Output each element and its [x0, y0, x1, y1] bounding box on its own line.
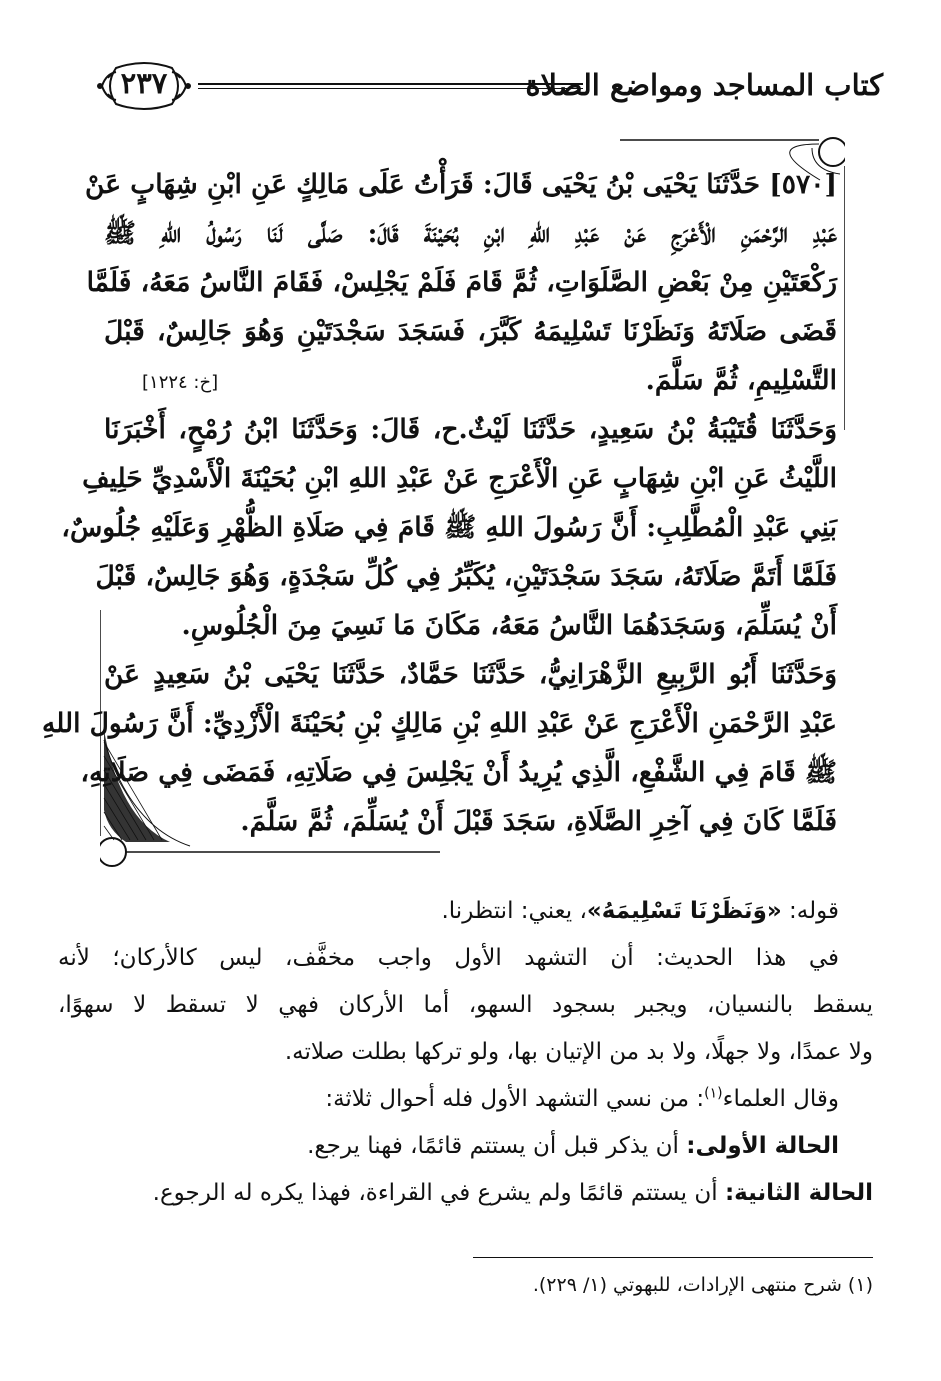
header-rule: [198, 83, 583, 89]
hadith-line: فَلَمَّا أَتَمَّ صَلَاتَهُ، سَجَدَ سَجْدَتَيْنِ، يُكَبِّرُ فِي كُلِّ سَجْدَةٍ، وَهُوَ جَالِسٌ، قَبْلَ: [95, 561, 837, 592]
commentary-line: يسقط بالنسيان، ويجبر بسجود السهو، أما الأركان فهي لا تسقط لا سهوًا،: [58, 992, 873, 1018]
case-two-text: أن يستتم قائمًا ولم يشرع في القراءة، فهذا يكره له الرجوع.: [152, 1180, 725, 1206]
case-two-line: [58, 1170, 873, 1217]
commentary-line: في هذا الحديث: أن التشهد الأول واجب مخفَّف، ليس كالأركان؛ لأنه: [58, 945, 839, 971]
hadith-line: اللَّيْثُ عَنِ ابْنِ شِهَابٍ عَنِ الْأَعْرَجِ عَنْ عَبْدِ اللهِ ابْنِ بُحَيْنَةَ الْأَسْدِيِّ حَلِيفِ: [82, 463, 837, 494]
footnote-marker: (١): [704, 1085, 723, 1102]
hadith-line: رَكْعَتَيْنِ مِنْ بَعْضِ الصَّلَوَاتِ، ثُمَّ قَامَ فَلَمْ يَجْلِسْ، فَقَامَ النَّاسُ مَعَهُ، فَلَمَّا: [86, 267, 837, 298]
commentary-line: ولا عمدًا، ولا جهلًا، ولا بد من الإتيان بها، ولو تركها بطلت صلاته.: [284, 1039, 873, 1065]
commentary: [58, 888, 873, 1217]
hadith-line: التَّسْلِيمِ، ثُمَّ سَلَّمَ.: [645, 365, 837, 396]
footnote: (١) شرح منتهى الإرادات، للبهوتي (١/ ٢٢٩).: [532, 1274, 873, 1296]
hadith-line: فَلَمَّا كَانَ فِي آخِرِ الصَّلَاةِ، سَجَدَ قَبْلَ أَنْ يُسَلِّمَ، ثُمَّ سَلَّمَ.: [240, 806, 837, 837]
hadith-line: وَحَدَّثَنَا أَبُو الرَّبِيعِ الزَّهْرَانِيُّ، حَدَّثَنَا حَمَّادٌ، حَدَّثَنَا يَحْيَى بْنُ سَعِيدٍ عَنْ: [104, 659, 837, 690]
page-number-badge: [96, 60, 192, 112]
hadith-line: ﷺ قَامَ فِي الشَّفْعِ، الَّذِي يُرِيدُ أَنْ يَجْلِسَ فِي صَلَاتِهِ، فَمَضَى فِي صَلَاتِهِ،: [80, 757, 837, 788]
case-one-label: الحالة الأولى:: [686, 1133, 839, 1159]
page-number: ٢٣٧: [120, 66, 168, 100]
commentary-gloss-line: [58, 888, 873, 935]
case-one-text: أن يذكر قبل أن يستتم قائمًا، فهنا يرجع.: [307, 1133, 687, 1159]
hadith-line: وَحَدَّثَنَا قُتَيْبَةُ بْنُ سَعِيدٍ، حَدَّثَنَا لَيْثٌ.ح، قَالَ: وَحَدَّثَنَا ابْنُ رُمْحٍ، أَخْبَرَنَا: [104, 414, 837, 445]
hadith-line: [٥٧٠] حَدَّثَنَا يَحْيَى بْنُ يَحْيَى قَالَ: قَرَأْتُ عَلَى مَالِكٍ عَنِ ابْنِ شِهَابٍ عَنْ: [85, 169, 837, 200]
hadith-line: عَبْدِ الرَّحْمَنِ الْأَعْرَجِ عَنْ عَبْدِ اللهِ بْنِ مَالِكٍ بْنِ بُحَيْنَةَ الْأَزْدِيِّ: أَنَّ رَسُولَ اللهِ: [42, 708, 837, 739]
case-two-label: الحالة الثانية:: [724, 1180, 873, 1206]
hadith-line: أَنْ يُسَلِّمَ، وَسَجَدَهُمَا النَّاسُ مَعَهُ، مَكَانَ مَا نَسِيَ مِنَ الْجُلُوسِ.: [181, 610, 837, 641]
hadith-line: عَبْدِ الرَّحْمَنِ الْأَعْرَجِ عَنْ عَبْدِ اللهِ ابْنِ بُحَيْنَةَ قَالَ: صَلَّى لَنَا رَسُولُ اللهِ ﷺ: [104, 218, 837, 249]
footnote-divider: [473, 1257, 873, 1258]
ulama-rest: : من نسي التشهد الأول فله أحوال ثلاثة:: [325, 1086, 705, 1112]
hadith-line: قَضَى صَلَاتَهُ وَنَظَرْنَا تَسْلِيمَهُ كَبَّرَ، فَسَجَدَ سَجْدَتَيْنِ وَهُوَ جَالِسٌ، قَبْلَ: [104, 316, 837, 347]
case-one-line: [58, 1123, 873, 1170]
bukhari-reference: [خ: ١٢٢٤]: [142, 372, 219, 393]
book-chapter-title: كتاب المساجد ومواضع الصلاة: [525, 68, 883, 102]
hadith-line: بَنِي عَبْدِ الْمُطَّلِبِ: أَنَّ رَسُولَ اللهِ ﷺ قَامَ فِي صَلَاةِ الظُّهْرِ وَعَلَيْهِ جُلُوسٌ،: [61, 512, 837, 543]
commentary-ulama-line: [58, 1076, 873, 1123]
running-header: [96, 60, 883, 120]
gloss-quote: «وَنَظَرْنَا تَسْلِيمَهُ»: [586, 898, 782, 924]
gloss-explanation: ، يعني: انتظرنا.: [441, 898, 587, 924]
hadith-line-with-reference: [104, 356, 837, 405]
gloss-prefix: قوله:: [789, 898, 839, 924]
hadith-text: [42, 160, 837, 846]
ulama-text: وقال العلماء: [722, 1086, 839, 1112]
